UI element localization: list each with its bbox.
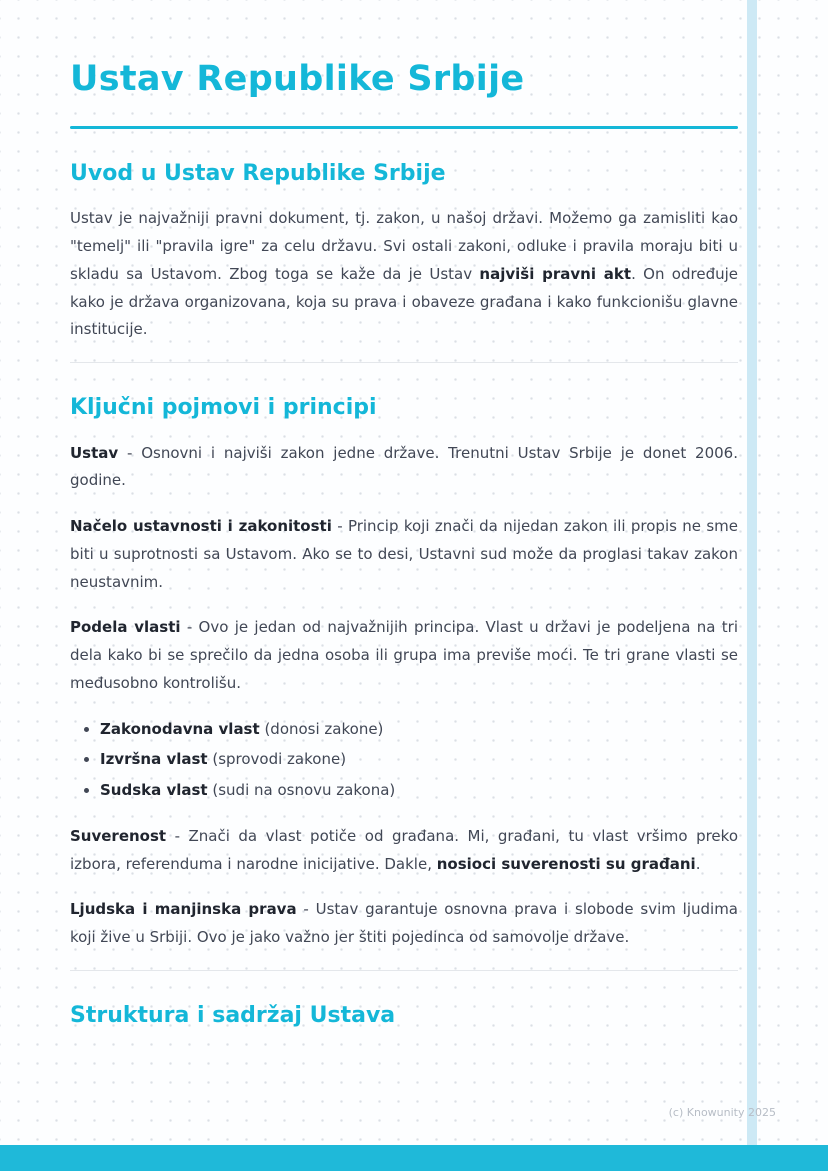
bold-text: najviši pravni akt <box>479 264 632 283</box>
page-title: Ustav Republike Srbije <box>70 59 525 99</box>
section-divider <box>70 362 738 363</box>
text: Ustav je najvažniji pravni dokument, tj. zakon, u našoj državi. Možemo ga zamisliti kao "temelj" ili "pravila igre" za celu državu. Svi ostali zakoni, odluke i pravila moraju biti u skladu sa Ustavom. Zbog toga se kaže da je Ustav <box>70 209 738 283</box>
bold-text: Ustav <box>70 443 119 462</box>
paragraph <box>70 896 738 952</box>
paragraph <box>70 614 738 697</box>
title-underline <box>70 126 738 129</box>
section-heading: Ključni pojmovi i principi <box>70 395 377 421</box>
section-heading: Struktura i sadržaj Ustava <box>70 1002 396 1028</box>
bold-text: Načelo ustavnosti i zakonitosti <box>70 517 332 536</box>
bold-text: Suverenost <box>70 826 167 845</box>
text: - Osnovni i najviši zakon jedne države. Trenutni Ustav Srbije je donet 2006. godine. <box>70 443 738 490</box>
section-divider <box>70 970 738 971</box>
text: . On određuje kako je država organizovana, koja su prava i obaveze građana i kako funkcionišu glavne institucije. <box>70 264 739 339</box>
bullet-list <box>72 716 738 805</box>
text: - Ustav garantuje osnovna prava i slobode svim ljudima koji žive u Srbiji. Ovo je jako važno jer štiti pojedinca od samovolje države. <box>70 900 738 947</box>
section <box>70 1003 738 1029</box>
paragraph <box>70 823 738 879</box>
text: - Princip koji znači da nijedan zakon ili propis ne sme biti u suprotnosti sa Ustavom. Ako se to desi, Ustavni sud može da proglasi takav zakon neustavnim. <box>70 517 738 591</box>
bold-text: Podela vlasti <box>70 618 181 637</box>
text: - Ovo je jedan od najvažnijih principa. Vlast u državi je podeljena na tri dela kako bi se sprečilo da jedna osoba ili grupa ima previše moći. Te tri grane vlasti se međusobno kontrolišu. <box>70 618 738 692</box>
bold-text: Ljudska i manjinska prava <box>70 900 297 919</box>
list-item <box>100 777 738 805</box>
text: . <box>695 854 701 873</box>
list-item <box>100 746 738 774</box>
text: - Znači da vlast potiče od građana. Mi, građani, tu vlast vršimo preko izbora, referenduma i narodne inicijative. Dakle, <box>70 826 738 873</box>
copyright-note: (c) Knowunity 2025 <box>668 1106 776 1119</box>
paragraph <box>70 440 738 496</box>
section-heading: Uvod u Ustav Republike Srbije <box>70 161 446 186</box>
bold-text: Zakonodavna vlast <box>100 719 260 738</box>
bold-text: Izvršna vlast <box>100 750 208 769</box>
page-edge-stripe <box>747 0 757 1145</box>
document-body <box>70 161 738 1029</box>
text: (sudi na osnovu zakona) <box>207 781 396 800</box>
paragraph <box>70 513 738 596</box>
text: (sprovodi zakone) <box>207 750 347 769</box>
section <box>70 395 738 971</box>
list-item <box>100 716 738 744</box>
paragraph <box>70 205 738 344</box>
bold-text: nosioci suverenosti su građani <box>436 854 696 873</box>
section <box>70 161 738 363</box>
bold-text: Sudska vlast <box>100 781 208 800</box>
text: (donosi zakone) <box>259 719 384 738</box>
bottom-accent-bar <box>0 1145 828 1171</box>
